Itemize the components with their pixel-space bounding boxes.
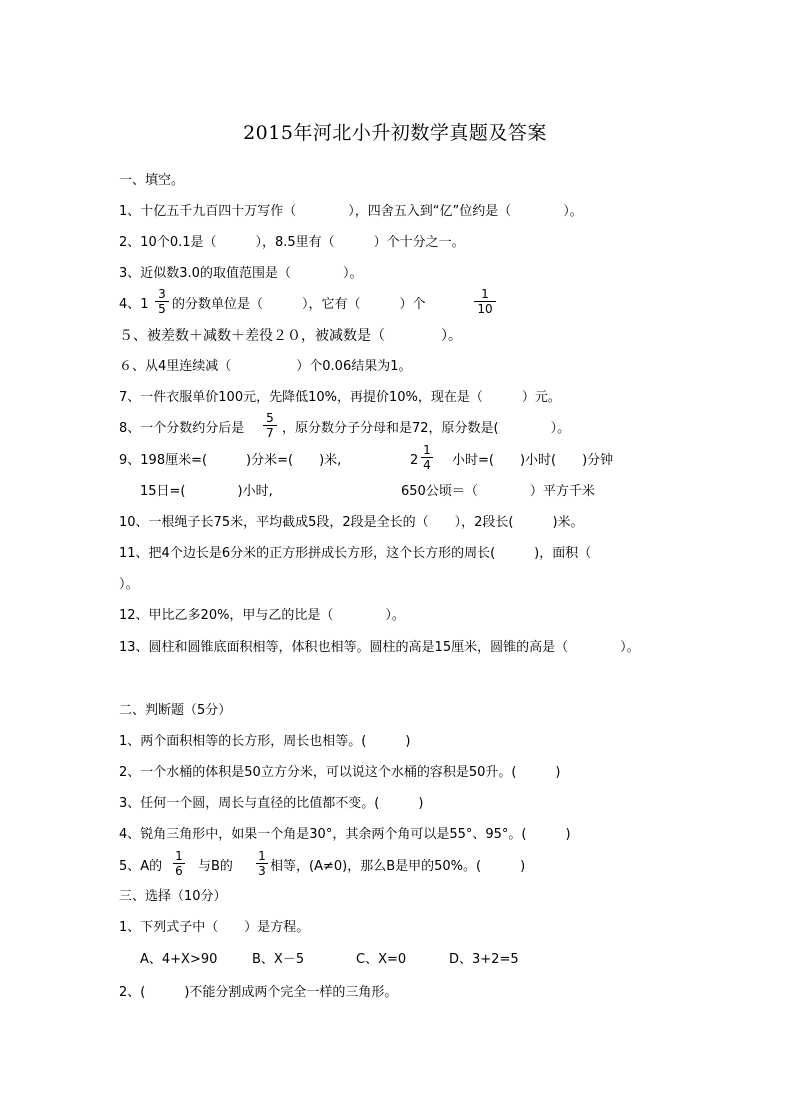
mixed-number-whole: 2 [410,453,419,468]
option-a: A、4+X>90 [140,952,218,967]
question-1-6: ６、从4里连续减（ ）个0.06结果为1。 [119,359,412,374]
question-1-4-prefix: 4、1 [119,297,149,312]
option-b: B、X－5 [252,952,305,967]
question-2-5-suffix: 相等，(A≠0)，那么B是甲的50%。( ) [270,859,526,874]
fraction-denominator: 5 [158,302,166,316]
question-1-3: 3、近似数3.0的取值范围是（ ）。 [119,266,363,281]
fraction-1-10 [474,287,496,316]
question-1-9-part2: 小时=( )小时( )分钟 [452,453,614,468]
question-1-8-prefix: 8、一个分数约分后是 [119,421,245,436]
option-c: C、X=0 [356,952,407,967]
fraction-5-7 [263,411,277,440]
fraction-numerator: 3 [155,287,169,302]
fraction-1-6 [173,849,185,878]
fraction-1-4 [421,443,433,472]
fraction-denominator: 3 [258,864,266,878]
fraction-numerator: 1 [173,849,185,864]
fraction-denominator: 6 [175,864,183,878]
fraction-denominator: 4 [423,458,431,472]
fraction-3-5 [155,287,169,316]
fraction-denominator: 10 [477,302,493,316]
question-1-2: 2、10个0.1是（ ），8.5里有（ ）个十分之一。 [119,235,465,250]
section1-heading: 一、填空。 [119,173,185,188]
question-1-4-text: 的分数单位是（ ），它有（ ）个 [172,297,426,312]
question-1-9-line2a: 15日=( )小时, [140,484,273,499]
question-1-11-line2: ）。 [119,577,139,592]
fraction-numerator: 5 [263,411,277,426]
fraction-numerator: 1 [256,849,268,864]
fraction-numerator: 1 [474,287,496,302]
page-title: 2015年河北小升初数学真题及答案 [243,122,547,144]
question-1-13: 13、圆柱和圆锥底面积相等，体积也相等。圆柱的高是15厘米，圆锥的高是（ ）。 [119,640,640,655]
question-1-10: 10、一根绳子长75米，平均截成5段，2段是全长的（ ），2段长( )米。 [119,515,584,530]
question-2-5-prefix: 5、A的 [119,859,163,874]
question-2-5-mid: 与B的 [198,859,233,874]
section3-heading: 三、选择（10分） [119,889,227,904]
question-2-2: 2、一个水桶的体积是50立方分米，可以说这个水桶的容积是50升。( ) [119,765,561,780]
fraction-numerator: 1 [421,443,433,458]
fraction-denominator: 7 [266,426,274,440]
question-2-4: 4、锐角三角形中，如果一个角是30°，其余两个角可以是55°、95°。( ) [119,827,571,842]
question-3-2: 2、( )不能分割成两个完全一样的三角形。 [119,985,398,1000]
question-1-8-suffix: ，原分数分子分母和是72，原分数是( ）。 [282,421,571,436]
question-1-5: ５、被差数＋减数＋差役２０，被减数是（ ）。 [119,328,462,344]
question-1-1: 1、十亿五千九百四十万写作（ ），四舍五入到“亿”位约是（ ）。 [119,204,583,219]
question-2-1: 1、两个面积相等的长方形，周长也相等。( ) [119,734,411,749]
question-1-7: 7、一件衣服单价100元，先降低10%，再提价10%，现在是（ ）元。 [119,390,561,405]
question-1-9-line2b: 650公顷＝（ ）平方千米 [401,484,595,499]
fraction-1-3 [256,849,268,878]
question-1-12: 12、甲比乙多20%，甲与乙的比是（ ）。 [119,608,405,623]
option-d: D、3+2=5 [449,952,519,967]
question-3-1: 1、下列式子中（ ）是方程。 [119,920,310,935]
section2-heading: 二、判断题（5分） [119,703,232,718]
question-2-3: 3、任何一个圆，周长与直径的比值都不变。( ) [119,796,424,811]
question-1-9-part1: 9、198厘米=( )分米=( )米, [119,453,342,468]
question-1-11-line1: 11、把4个边长是6分米的正方形拼成长方形，这个长方形的周长( )，面积（ [119,546,592,561]
